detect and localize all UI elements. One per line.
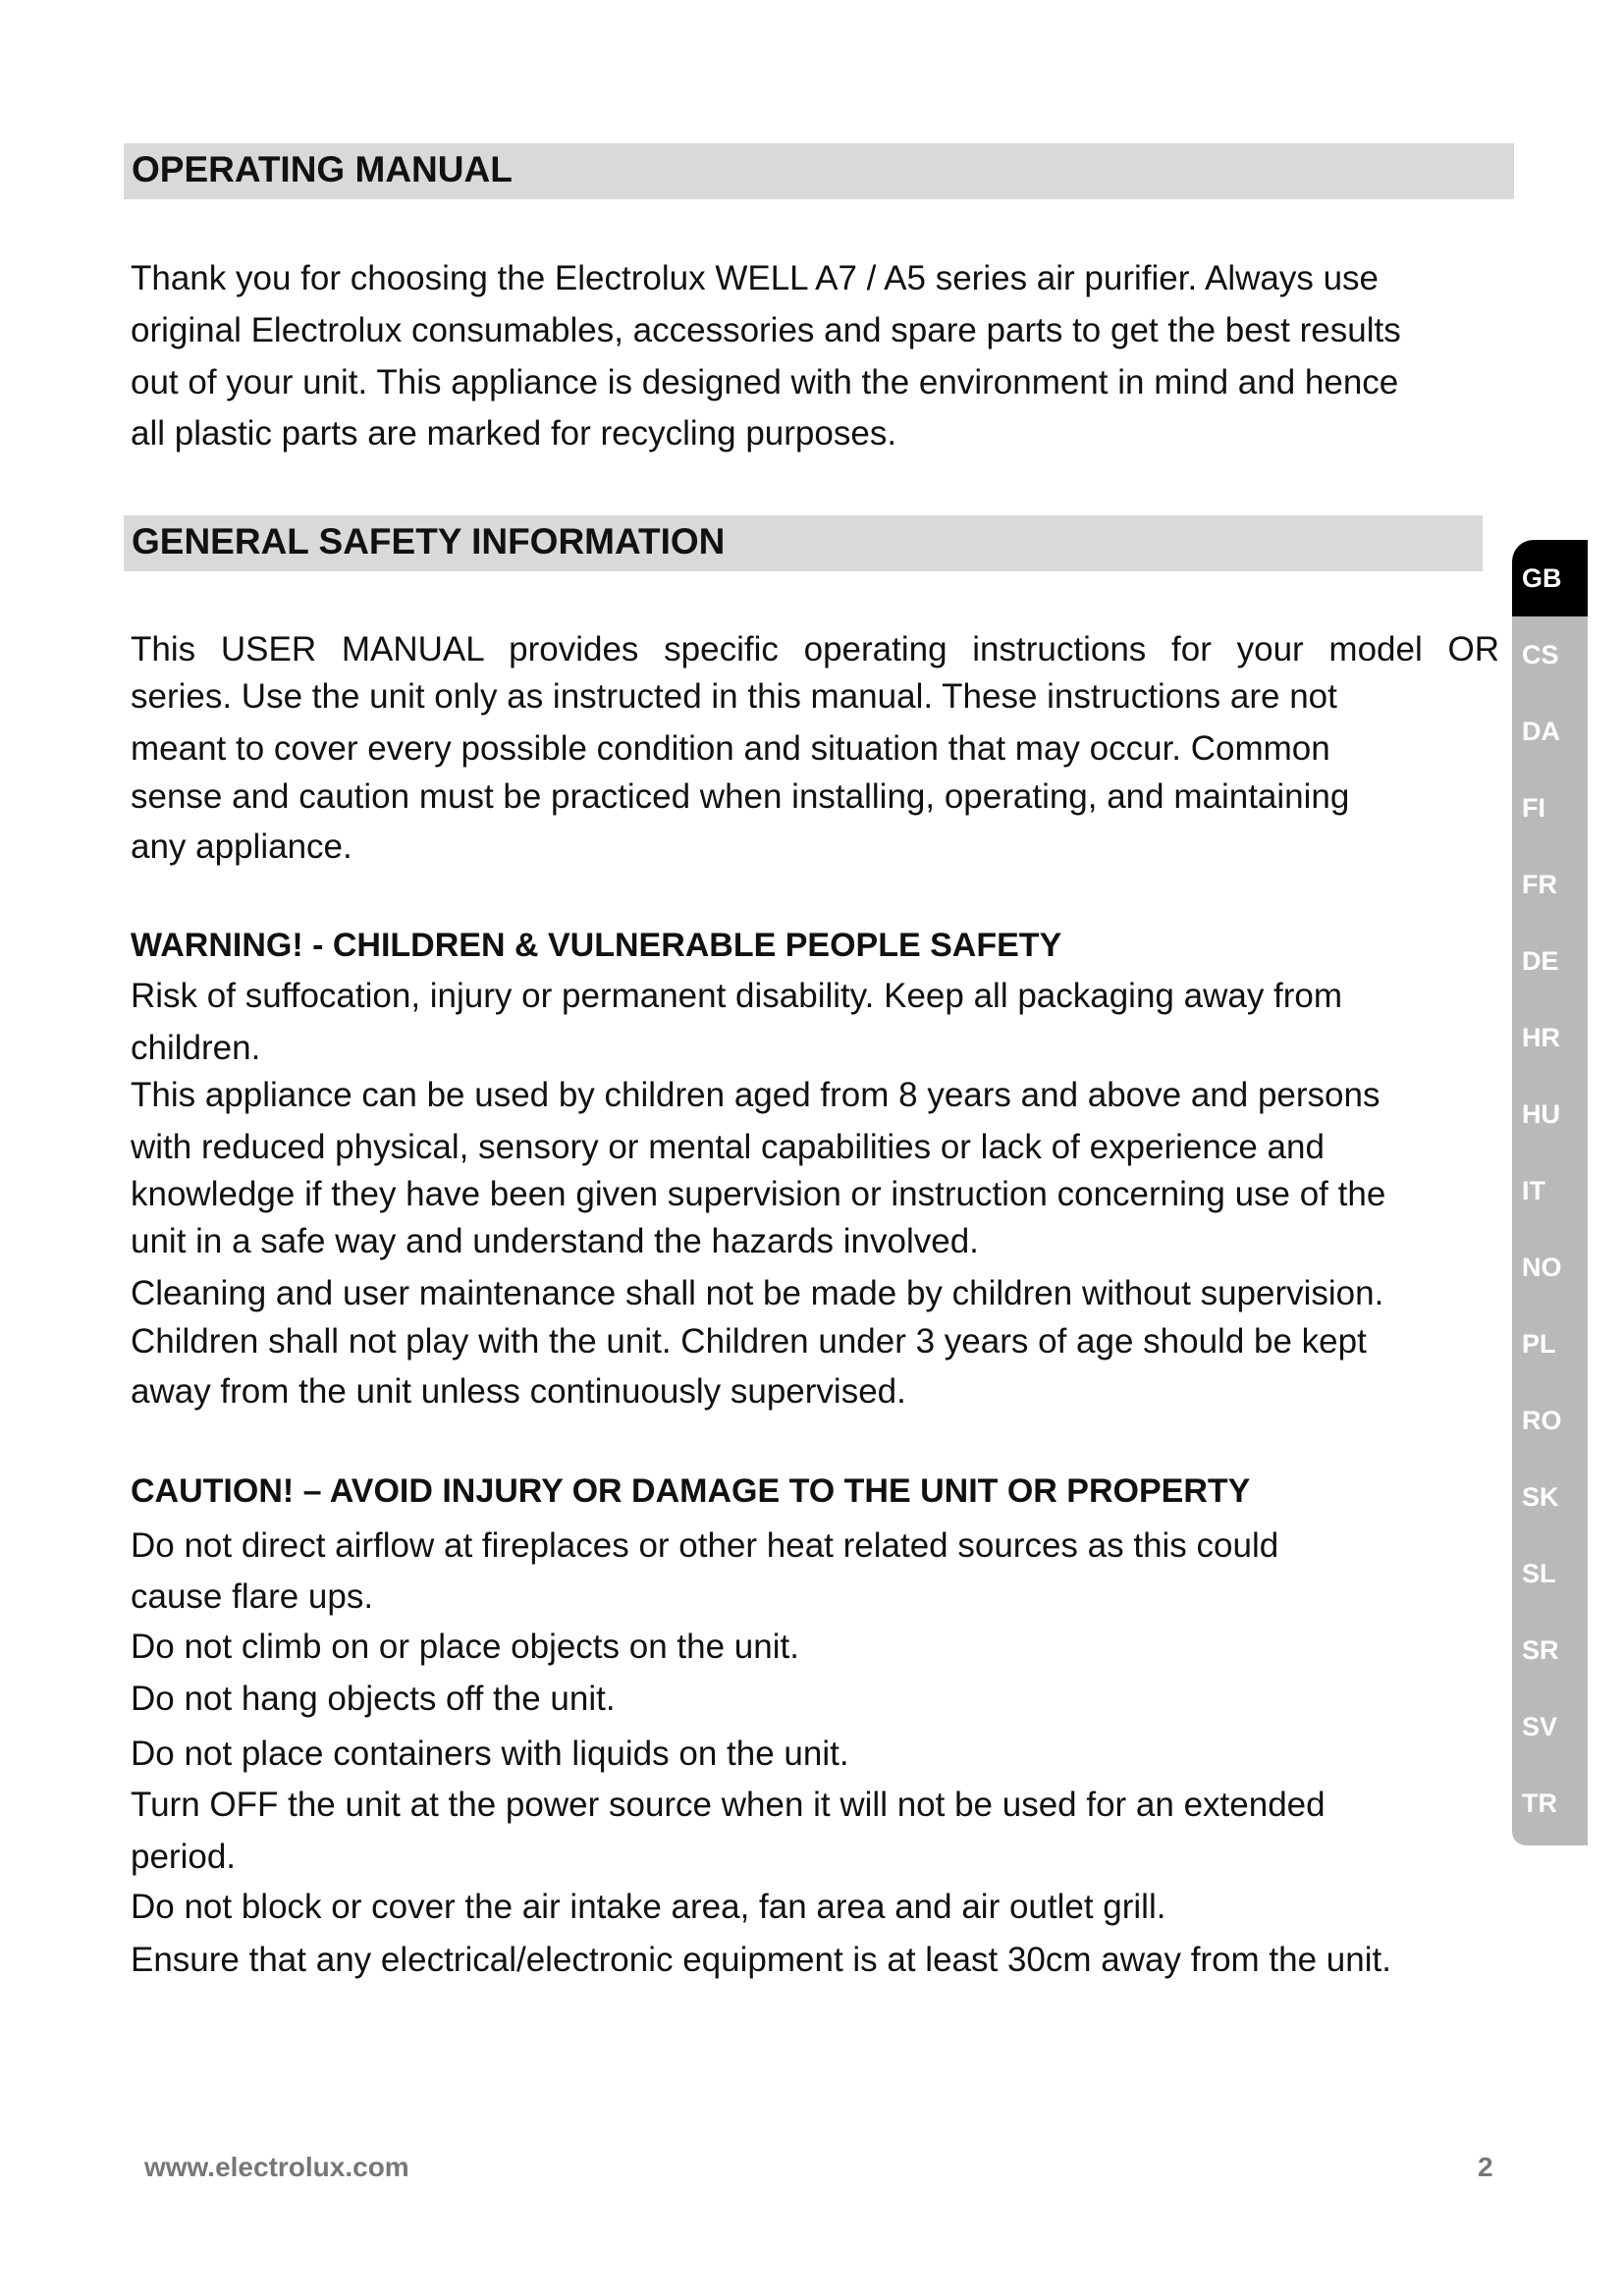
caution-text-line: Do not climb on or place objects on the unit. (131, 1628, 799, 1666)
warning-text-line: unit in a safe way and understand the hazards involved. (131, 1222, 979, 1260)
language-tab-tr[interactable]: TR (1522, 1789, 1557, 1818)
general-safety-text-line: This USER MANUAL provides specific operating instructions for your model OR (131, 630, 1499, 668)
operating-manual-text-line: original Electrolux consumables, accessories and spare parts to get the best results (131, 311, 1401, 349)
language-tab-de[interactable]: DE (1522, 946, 1559, 976)
caution-text-line: Do not block or cover the air intake area, fan area and air outlet grill. (131, 1888, 1166, 1926)
caution-text-line: Ensure that any electrical/electronic equipment is at least 30cm away from the unit. (131, 1941, 1391, 1979)
warning-text-line: with reduced physical, sensory or mental capabilities or lack of experience and (131, 1128, 1325, 1166)
general-safety-text-line: sense and caution must be practiced when installing, operating, and maintaining (131, 777, 1350, 816)
language-tab-pl[interactable]: PL (1522, 1329, 1556, 1359)
language-tab-hu[interactable]: HU (1522, 1099, 1560, 1129)
language-tab-fr[interactable]: FR (1522, 870, 1557, 899)
warning-text-line: knowledge if they have been given supervision or instruction concerning use of the (131, 1175, 1386, 1213)
language-tab-ro[interactable]: RO (1522, 1406, 1562, 1435)
language-tabs (1512, 540, 1588, 1845)
footer-website: www.electrolux.com (144, 2152, 409, 2182)
language-tab-it[interactable]: IT (1522, 1176, 1545, 1205)
footer-page-number: 2 (1478, 2152, 1493, 2182)
operating-manual-heading: OPERATING MANUAL (132, 149, 513, 189)
language-tab-sv[interactable]: SV (1522, 1712, 1558, 1741)
caution-text-line: cause flare ups. (131, 1577, 374, 1616)
warning-text-line: This appliance can be used by children aged from 8 years and above and persons (131, 1076, 1380, 1114)
operating-manual-text-line: all plastic parts are marked for recycling purposes. (131, 414, 897, 453)
operating-manual-text-line: Thank you for choosing the Electrolux WELL A7 / A5 series air purifier. Always use (131, 259, 1380, 297)
operating-manual-text-line: out of your unit. This appliance is designed with the environment in mind and hence (131, 363, 1399, 401)
caution-text-line: Do not hang objects off the unit. (131, 1680, 616, 1718)
caution-text-line: Do not direct airflow at fireplaces or other heat related sources as this could (131, 1526, 1279, 1565)
general-safety-heading: GENERAL SAFETY INFORMATION (132, 521, 726, 561)
warning-text-line: children. (131, 1029, 261, 1067)
general-safety-text-line: any appliance. (131, 828, 352, 866)
warning-text-line: away from the unit unless continuously supervised. (131, 1372, 906, 1411)
warning-text-line: Children shall not play with the unit. Children under 3 years of age should be kept (131, 1322, 1367, 1361)
language-tab-fi[interactable]: FI (1522, 793, 1545, 823)
general-safety-heading-bar (124, 515, 1483, 571)
language-tab-sk[interactable]: SK (1522, 1482, 1559, 1512)
warning-heading: WARNING! - CHILDREN & VULNERABLE PEOPLE SAFETY (131, 927, 1062, 964)
general-safety-text-line: series. Use the unit only as instructed in this manual. These instructions are not (131, 677, 1337, 716)
language-tab-cs[interactable]: CS (1522, 640, 1559, 669)
language-tab-da[interactable]: DA (1522, 717, 1560, 746)
operating-manual-heading-bar (124, 143, 1514, 199)
caution-text-line: Do not place containers with liquids on the unit. (131, 1735, 849, 1773)
caution-text-line: period. (131, 1838, 237, 1876)
caution-heading: CAUTION! – AVOID INJURY OR DAMAGE TO THE UNIT OR PROPERTY (131, 1472, 1251, 1510)
warning-text-line: Risk of suffocation, injury or permanent disability. Keep all packaging away from (131, 977, 1343, 1015)
language-tab-sr[interactable]: SR (1522, 1635, 1559, 1665)
warning-text-line: Cleaning and user maintenance shall not be made by children without supervision. (131, 1274, 1384, 1312)
general-safety-text-line: meant to cover every possible condition and situation that may occur. Common (131, 729, 1330, 768)
language-tab-hr[interactable]: HR (1522, 1023, 1560, 1052)
language-tab-no[interactable]: NO (1522, 1253, 1562, 1282)
language-tab-sl[interactable]: SL (1522, 1559, 1556, 1588)
language-tab-gb[interactable]: GB (1512, 540, 1588, 616)
caution-text-line: Turn OFF the unit at the power source when it will not be used for an extended (131, 1786, 1326, 1824)
